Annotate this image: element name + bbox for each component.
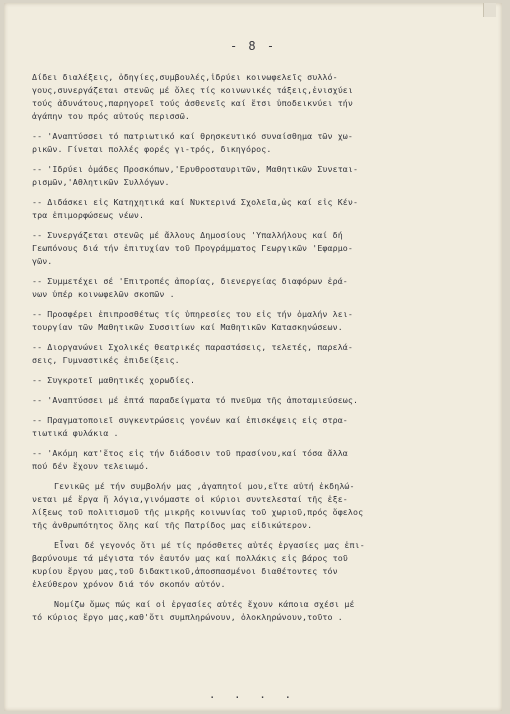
text-line: -- 'Ιδρύει ὁμάδες Προσκόπων,'Ερυθροσταυριτῶν, Μαθητικῶν Συνεται- [32, 164, 359, 174]
text-line: Εἶναι δέ γεγονός ὅτι μέ τίς πρόσθετες αὐτές ἐργασίες μας ἐπι- [54, 540, 365, 550]
paragraph [32, 308, 477, 334]
text-line: Γενικῶς μέ τήν συμβολήν μας ,ἀγαπητοί μου,εἴτε αὐτή ἐκδηλώ- [54, 481, 355, 491]
text-line: -- 'Αναπτύσσει τό πατριωτικό καί θρησκευτικό συναίσθημα τῶν χω- [32, 131, 353, 141]
text-line: Δίδει διαλέξεις, ὁδηγίες,συμβουλές,ἱδρύει κοινωφελεῖς συλλό- [32, 72, 338, 82]
text-line: ἀγάπην του πρός αὐτούς περισσῶ. [32, 111, 190, 121]
body-text [32, 71, 477, 631]
paragraph [32, 480, 477, 532]
text-line: -- Προσφέρει ἐπιπροσθέτως τίς ὑπηρεσίες του εἰς τήν ὁμαλήν λει- [32, 309, 353, 319]
text-line: νων ὑπέρ κοινωφελῶν σκοπῶν . [32, 289, 175, 299]
text-line: -- Πραγματοποιεῖ συγκεντρώσεις γονέων καί ἐπισκέψεις εἰς στρα- [32, 415, 348, 425]
text-line: γῶν. [32, 256, 53, 266]
text-line: -- Διοργανώνει Σχολικές θεατρικές παραστάσεις, τελετές, παρελά- [32, 342, 353, 352]
text-line: -- Συμμετέχει σέ 'Επιτροπές ἀπορίας, διενεργείας διαφόρων ἐρά- [32, 276, 348, 286]
text-line: τούς ἀδυνάτους,παρηγορεῖ τούς ἀσθενεῖς καί ἔτσι ὑποδεικνύει τήν [32, 98, 353, 108]
paragraph [32, 196, 477, 222]
paragraph [32, 229, 477, 268]
document-page [4, 3, 502, 711]
text-line: ρισμῶν,'Αθλητικῶν Συλλόγων. [32, 177, 170, 187]
text-line: τιωτικά φυλάκια . [32, 428, 119, 438]
text-line: πού δέν ἔχουν τελειωμό. [32, 461, 150, 471]
text-line: τουργίαν τῶν Μαθητικῶν Συσσιτίων καί Μαθητικῶν Κατασκηνώσεων. [32, 322, 343, 332]
text-line: τῆς ἀνθρωπότητος ὅλης καί τῆς Πατρίδος μας εἰδικώτερον. [32, 520, 313, 530]
text-line: -- Συγκροτεῖ μαθητικές χορωδίες. [32, 375, 196, 385]
page-number: - 8 - [229, 39, 277, 53]
paragraph [32, 341, 477, 367]
text-line: -- 'Ακόμη κατ'ἔτος εἰς τήν διάδοσιν τοῦ πρασίνου,καί τόσα ἄλλα [32, 448, 348, 458]
paragraph [32, 130, 477, 156]
paragraph [32, 598, 477, 624]
text-line: τό κύριος ἔργο μας,καθ'ὅτι συμπληρώνουν, ὁλοκληρώνουν,τοῦτο . [32, 612, 343, 622]
text-line: -- 'Αναπτύσσει μέ ἐπτά παραδείγματα τό πνεῦμα τῆς ἀποταμιεύσεως. [32, 395, 359, 405]
paragraph [32, 414, 477, 440]
paragraph [32, 275, 477, 301]
text-line: ρικῶν. Γίνεται πολλές φορές γι-τρός, δικηγόρος. [32, 144, 272, 154]
page-footer: . . . . [208, 688, 298, 701]
text-line: λίξεως τοῦ πολιτισμοῦ τῆς μικρῆς κοινωνίας τοῦ χωριοῦ,πρός ὄφελος [32, 507, 364, 517]
text-line: -- Συνεργάζεται στενῶς μέ ἄλλους Δημοσίους 'Υπαλλήλους καί δή [32, 230, 343, 240]
text-line: Γεωπόνους διά τήν ἐπιτυχίαν τοῦ Προγράμματος Γεωργικῶν 'Εφαρμο- [32, 243, 353, 253]
text-line: Νομίζω ὅμως πώς καί οἱ ἐργασίες αὐτές ἔχουν κάποια σχέσι μέ [54, 599, 355, 609]
paragraph [32, 71, 477, 123]
text-line: ἐλεύθερον χρόνον διά τόν σκοπόν αὐτόν. [32, 579, 226, 589]
text-line: νεται μέ ἔργα ἤ λόγια,γινόμαστε οἱ κύριοι συντελεσταί τῆς ἐξε- [32, 494, 348, 504]
text-line: τρα ἐπιμορφώσεως νέων. [32, 210, 145, 220]
paragraph [32, 539, 477, 591]
text-line: κυρίου ἔργου μας,τοῦ διδακτικοῦ,ἀποσπασμένοι διαθέτοντες τόν [32, 566, 338, 576]
text-line: γους,συνεργάζεται στενῶς μέ ὅλες τίς κοινωνικές τάξεις,ἐνισχύει [32, 85, 353, 95]
paragraph [32, 374, 477, 387]
paragraph [32, 447, 477, 473]
staple-mark [483, 3, 496, 17]
text-line: βαρύνουμε τά μέγιστα τόν ἑαυτόν μας καί πολλάκις εἰς βάρος τοῦ [32, 553, 348, 563]
paragraph [32, 394, 477, 407]
text-line: σεις, Γυμναστικές ἐπιδείξεις. [32, 355, 180, 365]
paragraph [32, 163, 477, 189]
text-line: -- Διδάσκει εἰς Κατηχητικά καί Νυκτερινά Σχολεῖα,ὡς καί εἰς Κέν- [32, 197, 359, 207]
